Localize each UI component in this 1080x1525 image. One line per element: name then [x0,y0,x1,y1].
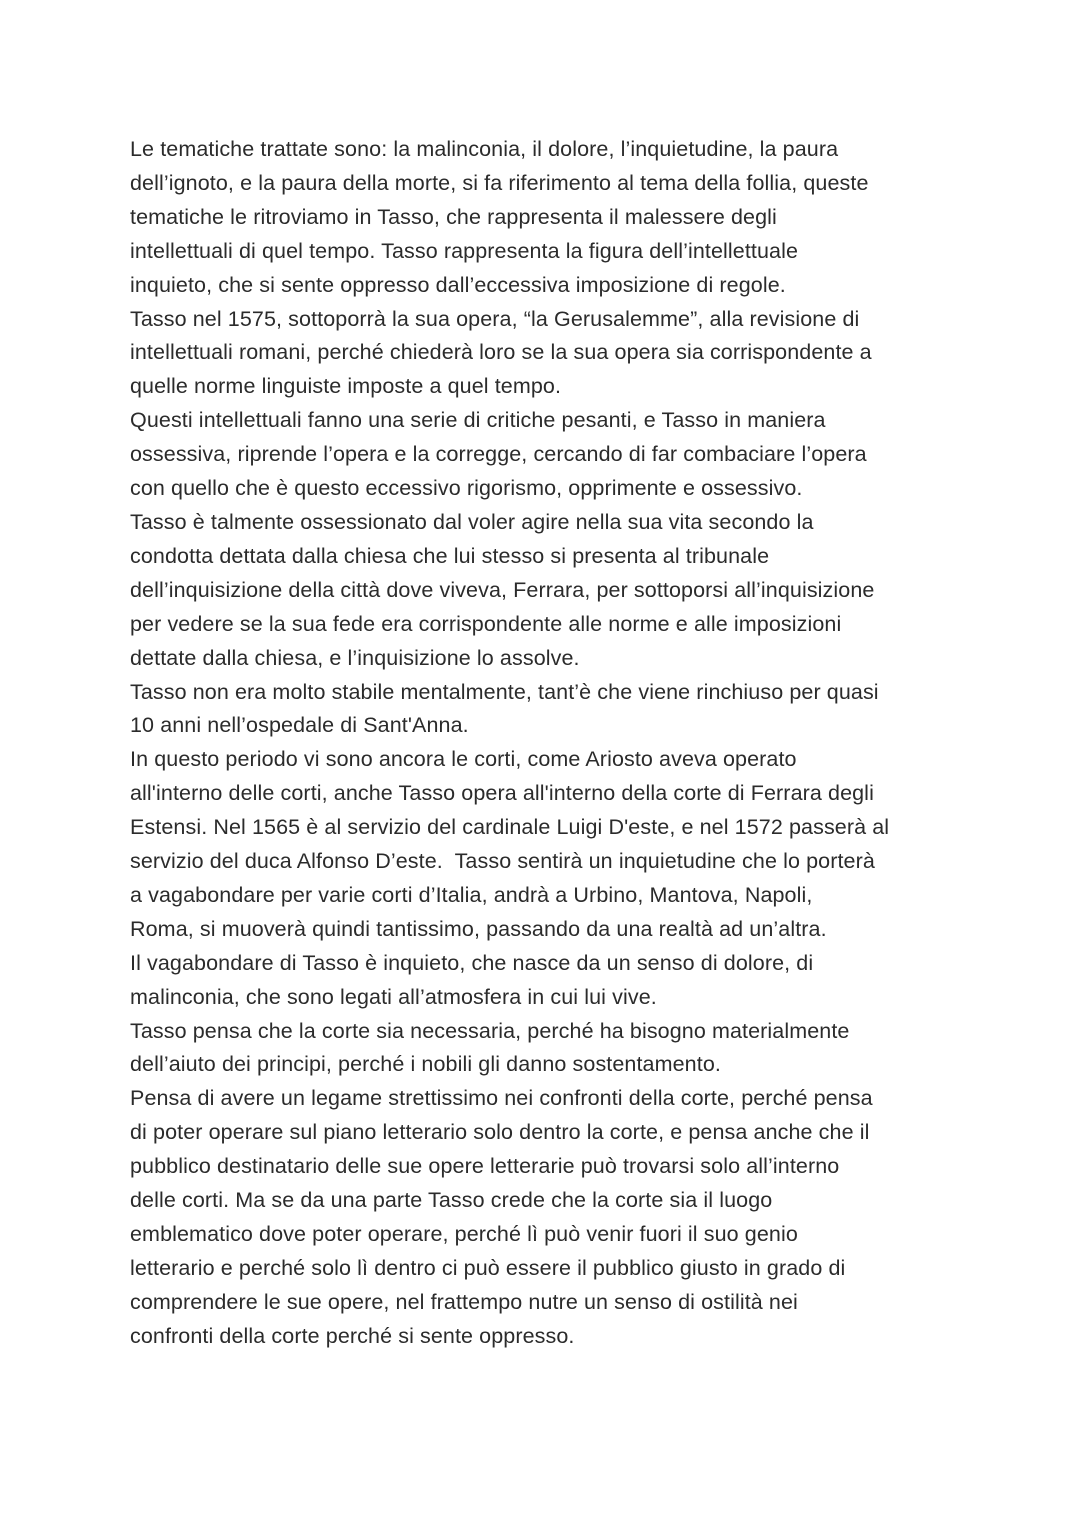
text-line: intellettuali romani, perché chiederà loro se la sua opera sia corrispondente a [130,340,872,365]
text-line: In questo periodo vi sono ancora le corti, come Ariosto aveva operato [130,747,797,772]
text-line: inquieto, che si sente oppresso dall’eccessiva imposizione di regole. [130,272,786,297]
text-line: all'interno delle corti, anche Tasso opera all'interno della corte di Ferrara degli [130,781,874,806]
text-line: dell’aiuto dei principi, perché i nobili gli danno sostentamento. [130,1052,721,1077]
text-line: ossessiva, riprende l’opera e la corregge, cercando di far combaciare l’opera [130,442,867,467]
text-line: dell’ignoto, e la paura della morte, si fa riferimento al tema della follia, queste [130,170,869,195]
notes-text-block [130,133,960,1354]
text-line: intellettuali di quel tempo. Tasso rappresenta la figura dell’intellettuale [130,238,799,263]
text-line: comprendere le sue opere, nel frattempo nutre un senso di ostilità nei [130,1289,798,1314]
text-line: Tasso nel 1575, sottoporrà la sua opera, “la Gerusalemme”, alla revisione di [130,306,860,331]
text-line: condotta dettata dalla chiesa che lui stesso si presenta al tribunale [130,543,770,568]
text-line: malinconia, che sono legati all’atmosfera in cui lui vive. [130,984,657,1009]
text-line: emblematico dove poter operare, perché lì può venir fuori il suo genio [130,1222,798,1246]
text-line: dettate dalla chiesa, e l’inquisizione lo assolve. [130,645,580,670]
text-line: Pensa di avere un legame strettissimo nei confronti della corte, perché pensa [130,1086,873,1111]
text-line: Tasso pensa che la corte sia necessaria, perché ha bisogno materialmente [130,1018,850,1043]
text-line: a vagabondare per varie corti d’Italia, andrà a Urbino, Mantova, Napoli, [130,882,813,907]
text-line: Questi intellettuali fanno una serie di critiche pesanti, e Tasso in maniera [130,408,826,433]
text-line: Estensi. Nel 1565 è al servizio del cardinale Luigi D'este, e nel 1572 passerà al [130,815,890,840]
text-line: delle corti. Ma se da una parte Tasso crede che la corte sia il luogo [130,1188,773,1213]
text-line: Le tematiche trattate sono: la malinconia, il dolore, l’inquietudine, la paura [130,137,839,161]
text-line: confronti della corte perché si sente oppresso. [130,1323,575,1348]
text-line: tematiche le ritroviamo in Tasso, che rappresenta il malessere degli [130,204,777,229]
text-line: Il vagabondare di Tasso è inquieto, che nasce da un senso di dolore, di [130,950,814,975]
text-line: dell’inquisizione della città dove viveva, Ferrara, per sottoporsi all’inquisizione [130,577,875,602]
text-line: per vedere se la sua fede era corrispondente alle norme e alle imposizioni [130,611,842,636]
text-line: con quello che è questo eccessivo rigorismo, opprimente e ossessivo. [130,476,803,501]
text-line: Tasso non era molto stabile mentalmente, tant’è che viene rinchiuso per quasi [130,679,879,704]
text-line: servizio del duca Alfonso D’este. Tasso sentirà un inquietudine che lo porterà [130,849,875,874]
text-line: Roma, si muoverà quindi tantissimo, passando da una realtà ad un’altra. [130,916,827,941]
text-line: quelle norme linguiste imposte a quel tempo. [130,374,562,399]
text-line: pubblico destinatario delle sue opere letterarie può trovarsi solo all’interno [130,1154,840,1179]
text-line: Tasso è talmente ossessionato dal voler agire nella sua vita secondo la [130,509,814,534]
text-line: letterario e perché solo lì dentro ci può essere il pubblico giusto in grado di [130,1255,846,1280]
text-line: 10 anni nell’ospedale di Sant'Anna. [130,713,469,738]
text-line: di poter operare sul piano letterario solo dentro la corte, e pensa anche che il [130,1120,870,1145]
